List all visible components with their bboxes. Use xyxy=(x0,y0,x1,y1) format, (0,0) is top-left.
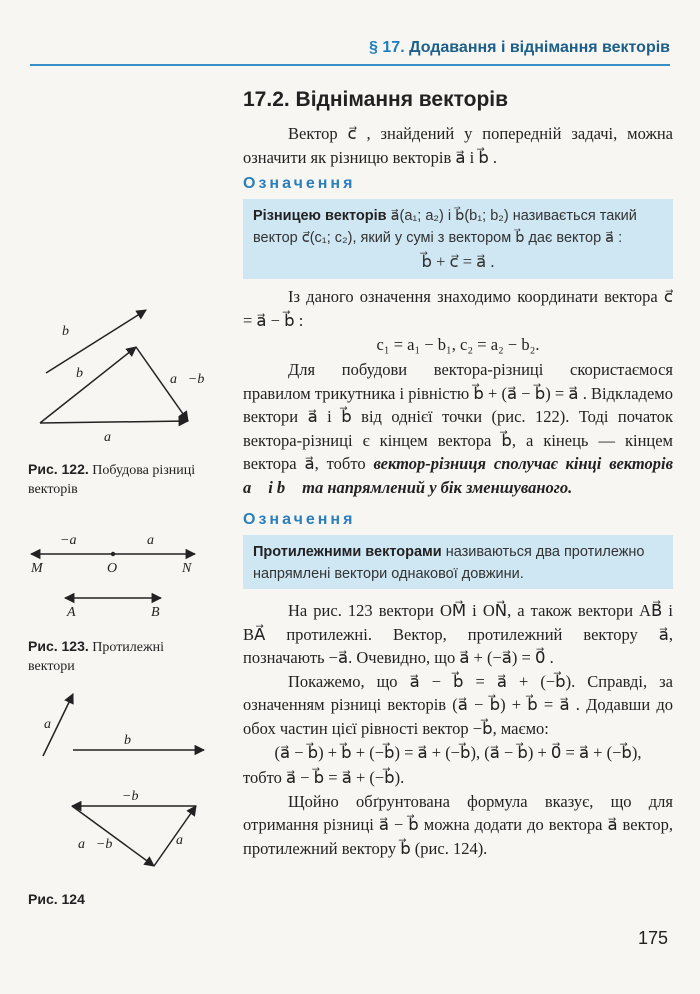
fig122-caption-number: Рис. 122. xyxy=(28,461,89,477)
fig122-label-a: a⃗ xyxy=(104,430,122,445)
fig123-label-m: M xyxy=(31,561,43,576)
page-number: 175 xyxy=(637,928,668,948)
construction-rule: вектор-різниця сполучає кінці векторів a⃗ і b⃗ та напрямлений у бік зменшуваного. xyxy=(243,454,673,497)
definition-term-1: Різницею векторів xyxy=(253,208,387,224)
paragraph-construction xyxy=(243,358,673,499)
fig122-vector-a xyxy=(40,421,188,423)
figure-124 xyxy=(28,688,228,868)
main-column xyxy=(243,88,673,860)
proof-conclusion: тобто a⃗ − b⃗ = a⃗ + (−b⃗). xyxy=(243,768,405,787)
definition-label-1: Означення xyxy=(243,175,356,192)
fig124-label-diff: a⃗−b⃗ xyxy=(78,837,124,852)
definition-term-2: Протилежними векторами xyxy=(253,544,442,560)
fig122-label-b-top: b⃗ xyxy=(62,324,80,339)
section-number: § 17. xyxy=(369,39,405,56)
subsection-heading: 17.2. Віднімання векторів xyxy=(243,88,509,111)
fig124-label-a-side: a⃗ xyxy=(176,833,194,848)
fig123-label-a: a⃗ xyxy=(147,533,165,548)
fig124-vector-diff xyxy=(72,806,154,866)
fig123-point-o xyxy=(111,552,115,556)
definition-label-2: Означення xyxy=(243,511,356,528)
definition-text-2: називаються два протилежно напрямлені вектори однакової довжини. xyxy=(253,544,645,582)
paragraph-opposite: На рис. 123 вектори OM⃗ і ON⃗, а також вектори AB⃗ і BA⃗ протилежні. Вектор, протилежний вектору a⃗, позначають −a⃗. Очевидно, що a⃗ + (−a⃗) = 0⃗ . xyxy=(243,601,673,667)
running-header xyxy=(0,36,700,66)
fig124-caption-number: Рис. 124 xyxy=(28,891,85,907)
fig123-caption-text: Протилежні вектори xyxy=(28,640,165,674)
proof-formula: (a⃗ − b⃗) + b⃗ + (−b⃗) = a⃗ + (−b⃗), (a⃗ − b⃗) + 0⃗ = a⃗ + (−b⃗), xyxy=(274,743,642,762)
fig122-vector-b xyxy=(40,347,136,423)
fig123-caption-number: Рис. 123. xyxy=(28,638,89,654)
fig123-label-n: N xyxy=(182,561,192,576)
definition-text-1: a⃗(a₁; a₂) і b⃗(b₁; b₂) називається такий вектор c⃗(c₁; c₂), який у сумі з вектором b⃗ дає вектор a⃗ : xyxy=(253,208,637,246)
definition-box-1 xyxy=(243,199,673,279)
fig124-label-neg-b: −b⃗ xyxy=(122,789,150,804)
fig122-caption-text: Побудова різниці векторів xyxy=(28,463,196,497)
fig123-caption xyxy=(28,637,208,676)
fig122-label-b-side: b⃗ xyxy=(76,366,94,381)
figure-123 xyxy=(25,528,225,618)
header-title xyxy=(369,39,670,57)
definition-box-2 xyxy=(243,535,673,589)
fig124-label-a-top: a⃗ xyxy=(44,717,62,732)
fig123-label-b-point: B xyxy=(151,605,160,618)
fig122-caption xyxy=(28,460,208,499)
paragraph-coordinates: Із даного означення знаходимо координати вектора c⃗ = a⃗ − b⃗ : xyxy=(243,287,673,330)
fig122-label-diff: a⃗−b⃗ xyxy=(170,372,216,387)
paragraph-final: Щойно обґрунтована формула вказує, що для отримання різниці a⃗ − b⃗ можна додати до вектора a⃗ вектор, протилежний вектору b⃗ (рис. 124). xyxy=(243,791,673,858)
coordinates-formula: c₁ = a₁ − b₁, c₂ = a₂ − b₂. xyxy=(376,335,540,354)
figure-122 xyxy=(28,295,228,445)
section-title: Додавання і віднімання векторів xyxy=(409,39,670,56)
paragraph-intro: Вектор c⃗ , знайдений у попередній задачі, можна означити як різницю векторів a⃗ і b⃗ . xyxy=(243,124,673,167)
fig123-label-a-point: A xyxy=(67,605,76,618)
header-rule xyxy=(30,64,670,66)
fig124-label-b: b⃗ xyxy=(124,733,142,748)
construction-text: Для побудови вектора-різниці скористаємося правилом трикутника і рівністю b⃗ + (a⃗ − b⃗) = a⃗ . Відкладемо вектори a⃗ і b⃗ від однієї точки (рис. 122). Тоді початок вектора-різниці є кінцем вектора b⃗, а кінець — кінцем вектора a⃗, тобто xyxy=(243,360,673,473)
fig123-label-o: O xyxy=(107,561,118,576)
paragraph-proof: Покажемо, що a⃗ − b⃗ = a⃗ + (−b⃗). Справді, за означенням різниці векторів (a⃗ − b⃗) + b⃗ = a⃗ . Додавши до обох частин цієї рівності вектор −b⃗, маємо: xyxy=(243,671,673,738)
definition-formula-1: b⃗ + c⃗ = a⃗ . xyxy=(421,252,495,271)
fig123-label-neg-a: −a⃗ xyxy=(60,533,88,548)
fig122-vector-b-free xyxy=(46,310,146,373)
fig124-caption xyxy=(28,890,208,910)
